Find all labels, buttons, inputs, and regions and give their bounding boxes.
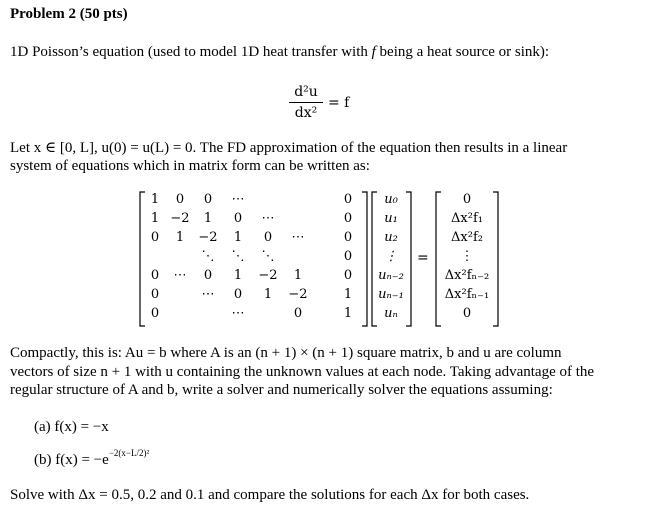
matrix-cell: 0 [203, 192, 213, 207]
let-line-2: system of equations which in matrix form can be written as: [10, 158, 370, 174]
intro-f: f [371, 44, 376, 60]
let-line-1: Let x ∈ [0, L], u(0) = u(L) = 0. The FD approximation of the equation then results in a linear [10, 140, 568, 156]
b-vector-entry: Δx²fₙ₋₁ [444, 287, 490, 302]
matrix-cell: −2 [288, 287, 308, 302]
u-vector-entry: ⋮ [384, 249, 398, 264]
b-vector-entry: Δx²f₁ [451, 211, 483, 226]
matrix-cell: ⋯ [291, 230, 305, 245]
matrix-cell: 0 [343, 249, 353, 264]
poisson-rhs: = f [328, 95, 350, 111]
matrix-cell: ⋱ [231, 249, 245, 264]
matrix-equals: = [417, 250, 429, 266]
matrix-cell: 1 [150, 192, 160, 207]
compact-line-2: vectors of size n + 1 with u containing the unknown values at each node. Taking advantage of the [10, 364, 595, 380]
u-vector-entry: u₁ [384, 211, 398, 226]
fraction-denominator: dx² [294, 105, 318, 121]
matrix-cell: −2 [198, 230, 218, 245]
solve-line: Solve with Δx = 0.5, 0.2 and 0.1 and compare the solutions for each Δx for both cases. [10, 487, 530, 503]
matrix-cell: ⋯ [231, 306, 245, 321]
matrix-cell: −2 [170, 211, 190, 226]
case-b-exponent: −2(x−L/2)² [108, 448, 150, 458]
compact-line-1: Compactly, this is: Au = b where A is an (n + 1) × (n + 1) square matrix, b and u are column [10, 345, 562, 361]
fraction-numerator: d²u [294, 84, 318, 100]
matrix-cell-top-right: 0 [343, 192, 353, 207]
matrix-cell: 0 [233, 211, 243, 226]
b-vector-entry: ⋮ [460, 249, 474, 264]
case-b [34, 444, 149, 469]
b-vector-entry: Δx²fₙ₋₂ [444, 268, 490, 283]
matrix-cell: 1 [343, 287, 353, 302]
matrix-cell: 0 [203, 268, 213, 283]
matrix-cell: 1 [233, 230, 243, 245]
matrix-cell: 0 [150, 306, 160, 321]
intro-end: being a heat source or sink): [375, 44, 550, 60]
matrix-cell: 0 [343, 268, 353, 283]
matrix-cell: 0 [293, 306, 303, 321]
matrix-cell: ⋯ [201, 287, 215, 302]
problem-title: Problem 2 (50 pts) [10, 6, 128, 22]
u-vector-entry: u₀ [384, 192, 398, 207]
matrix-cell: 0 [150, 287, 160, 302]
matrix-cell: ⋱ [261, 249, 275, 264]
intro-start: 1D Poisson’s equation (used to model 1D heat transfer with [10, 44, 372, 60]
compact-line-3: regular structure of A and b, write a solver and numerically solver the equations assuming: [10, 382, 553, 398]
b-vector-entry: 0 [462, 306, 472, 321]
case-b-base: (b) f(x) = −e [34, 452, 109, 468]
matrix-cell: 0 [150, 268, 160, 283]
matrix-cell: ⋯ [261, 211, 275, 226]
matrix-cell: 0 [175, 192, 185, 207]
matrix-cell: 1 [150, 211, 160, 226]
matrix-cell: −2 [258, 268, 278, 283]
matrix-cell: 0 [150, 230, 160, 245]
u-vector-entry: uₙ [384, 306, 398, 321]
b-vector-entry: 0 [462, 192, 472, 207]
matrix-cell: 1 [343, 306, 353, 321]
u-vector-entry: u₂ [384, 230, 398, 245]
matrix-cell: ⋱ [201, 249, 215, 264]
case-a: (a) f(x) = −x [34, 419, 109, 435]
matrix-cell: 1 [175, 230, 185, 245]
matrix-cell: ⋯ [231, 192, 245, 207]
matrix-cell: 1 [293, 268, 303, 283]
matrix-cell: 0 [343, 211, 353, 226]
matrix-cell: 0 [343, 230, 353, 245]
matrix-cell: 0 [263, 230, 273, 245]
matrix-cell: 0 [233, 287, 243, 302]
matrix-cell: ⋯ [173, 268, 187, 283]
u-vector-entry: uₙ₋₂ [378, 268, 404, 283]
matrix-cell: 1 [203, 211, 213, 226]
matrix-cell: 1 [263, 287, 273, 302]
matrix-cell: 1 [233, 268, 243, 283]
u-vector-entry: uₙ₋₁ [378, 287, 404, 302]
b-vector-entry: Δx²f₂ [451, 230, 483, 245]
